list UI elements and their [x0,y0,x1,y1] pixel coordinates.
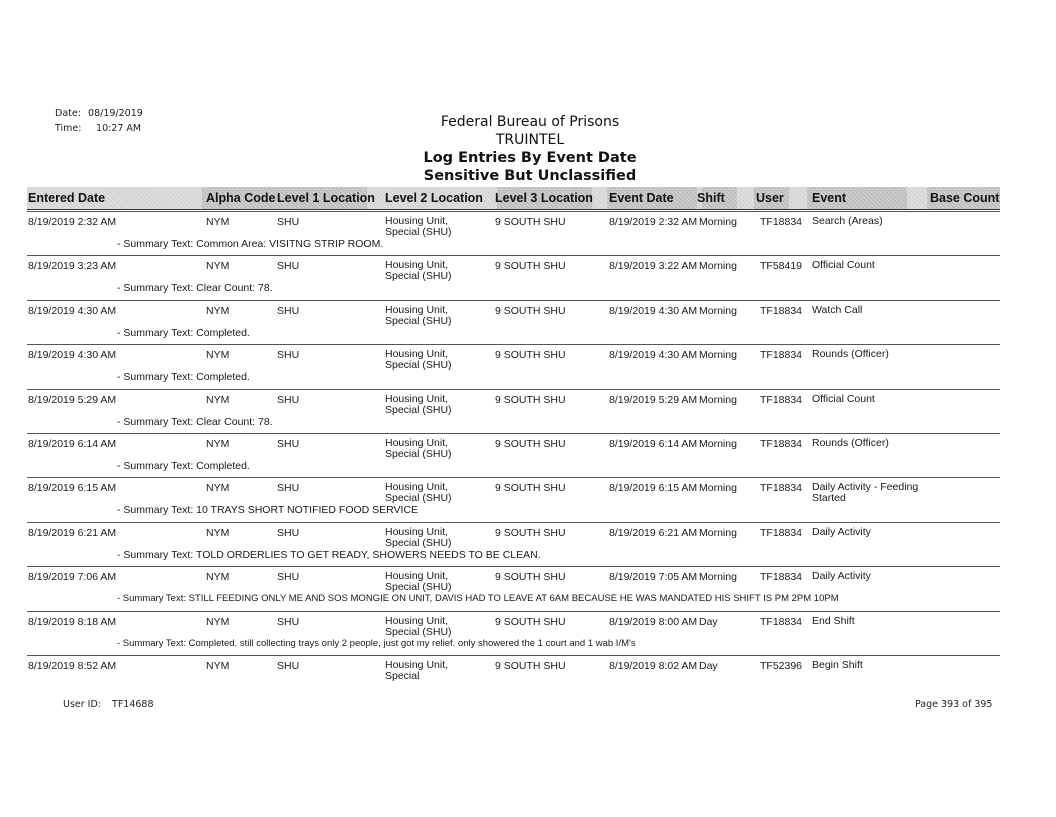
entered-date-cell: 8/19/2019 6:15 AM [28,482,117,495]
date-value: 08/19/2019 [88,108,143,119]
col-level-2-location: Level 2 Location [385,191,483,205]
col-shift: Shift [697,191,725,205]
alpha-code-cell: NYM [206,526,230,539]
event-cell: Watch Call [812,303,863,316]
level-2-location-cell: Housing Unit, Special [385,659,449,682]
event-date-cell: 8/19/2019 6:14 AM [609,438,698,450]
level-3-location-cell: 9 SOUTH SHU [495,438,566,450]
report-title: Log Entries By Event Date [423,150,637,166]
event-date-cell: 8/19/2019 6:21 AM [609,526,698,539]
event-date-cell: 8/19/2019 7:05 AM [609,571,698,584]
agency-title: Federal Bureau of Prisons [440,114,620,130]
footer-user-id [63,699,154,710]
col-base-count: Base Count [930,191,1000,205]
user-cell: TF18834 [760,571,803,584]
shift-cell: Morning [699,304,737,317]
summary-text: - Summary Text: Clear Count: 78. [117,415,273,428]
event-cell: Daily Activity [812,525,871,538]
table-row [27,300,1000,345]
event-date-cell: 8/19/2019 6:15 AM [609,482,698,495]
level-2-location-cell: Housing Unit, Special (SHU) [385,392,452,416]
user-cell: TF18834 [760,349,803,362]
shift-cell: Day [699,660,718,672]
shift-cell: Morning [699,438,737,450]
user-cell: TF18834 [760,482,803,495]
alpha-code-cell: NYM [206,438,230,450]
level-3-location-cell: 9 SOUTH SHU [495,393,566,406]
entered-date-cell: 8/19/2019 4:30 AM [28,304,117,317]
level-1-location-cell: SHU [277,482,300,495]
level-2-location-cell: Housing Unit, Special (SHU) [385,259,452,283]
user-cell: TF18834 [760,615,803,628]
level-1-location-cell: SHU [277,571,300,584]
entered-date-cell: 8/19/2019 6:14 AM [28,438,117,450]
summary-text: - Summary Text: Clear Count: 78. [117,282,273,295]
user-cell: TF58419 [760,260,803,273]
event-cell: Official Count [812,392,875,405]
entered-date-cell: 8/19/2019 2:32 AM [28,216,117,228]
alpha-code-cell: NYM [206,482,230,495]
report-title-block [390,113,670,185]
event-cell: Begin Shift [812,659,863,671]
user-id-value: TF14688 [112,699,154,710]
table-row [27,433,1000,478]
system-title: TRUINTEL [495,132,565,148]
user-cell: TF18834 [760,304,803,317]
shift-cell: Day [699,615,718,628]
level-1-location-cell: SHU [277,260,300,273]
report-date [55,108,143,119]
table-row [27,655,1000,700]
level-3-location-cell: 9 SOUTH SHU [495,304,566,317]
page-number: Page 393 of 395 [915,699,993,710]
event-date-cell: 8/19/2019 8:02 AM [609,660,698,672]
table-header [27,187,1000,210]
alpha-code-cell: NYM [206,571,230,584]
col-level-3-location: Level 3 Location [495,191,593,205]
event-cell: Rounds (Officer) [812,348,889,361]
level-3-location-cell: 9 SOUTH SHU [495,615,566,628]
summary-text: - Summary Text: Completed. [117,326,250,339]
user-cell: TF18834 [760,216,803,228]
shift-cell: Morning [699,482,737,495]
entered-date-cell: 8/19/2019 4:30 AM [28,349,117,362]
level-1-location-cell: SHU [277,393,300,406]
summary-text: - Summary Text: STILL FEEDING ONLY ME AND SOS MONGIE ON UNIT, DAVIS HAD TO LEAVE AT 6AM BECAUSE HE WAS MANDATED HIS SHIFT IS PM 2PM 10PM [117,593,839,605]
level-1-location-cell: SHU [277,304,300,317]
summary-text: - Summary Text: Completed. still collecting trays only 2 people, just got my relief. only showered the 1 court and 1 wab I/M's [117,637,636,649]
level-3-location-cell: 9 SOUTH SHU [495,349,566,362]
user-cell: TF18834 [760,393,803,406]
entered-date-cell: 8/19/2019 8:52 AM [28,660,117,672]
entered-date-cell: 8/19/2019 3:23 AM [28,260,117,273]
user-cell: TF18834 [760,438,803,450]
level-2-location-cell: Housing Unit, Special (SHU) [385,481,452,505]
event-date-cell: 8/19/2019 2:32 AM [609,216,698,228]
entered-date-cell: 8/19/2019 5:29 AM [28,393,117,406]
entered-date-cell: 8/19/2019 7:06 AM [28,571,117,584]
level-1-location-cell: SHU [277,349,300,362]
date-label: Date: [55,108,81,119]
col-entered-date: Entered Date [28,191,106,205]
level-2-location-cell: Housing Unit, Special (SHU) [385,348,452,372]
level-2-location-cell: Housing Unit, Special (SHU) [385,570,452,594]
level-3-location-cell: 9 SOUTH SHU [495,526,566,539]
alpha-code-cell: NYM [206,615,230,628]
shift-cell: Morning [699,571,737,584]
level-3-location-cell: 9 SOUTH SHU [495,571,566,584]
level-2-location-cell: Housing Unit, Special (SHU) [385,525,452,549]
entered-date-cell: 8/19/2019 6:21 AM [28,526,117,539]
table-row [27,211,1000,256]
summary-text: - Summary Text: Completed. [117,371,250,384]
summary-text: - Summary Text: Common Area: VISITNG STRIP ROOM. [117,238,384,250]
level-3-location-cell: 9 SOUTH SHU [495,482,566,495]
event-date-cell: 8/19/2019 3:22 AM [609,260,698,273]
user-cell: TF18834 [760,526,803,539]
table-row [27,389,1000,434]
level-2-location-cell: Housing Unit, Special (SHU) [385,614,452,638]
shift-cell: Morning [699,349,737,362]
classification-title: Sensitive But Unclassified [423,168,637,184]
level-2-location-cell: Housing Unit, Special (SHU) [385,215,452,238]
event-date-cell: 8/19/2019 4:30 AM [609,349,698,362]
table-row [27,522,1000,567]
alpha-code-cell: NYM [206,260,230,273]
alpha-code-cell: NYM [206,349,230,362]
level-1-location-cell: SHU [277,438,300,450]
table-row [27,255,1000,300]
shift-cell: Morning [699,393,737,406]
level-1-location-cell: SHU [277,216,300,228]
table-row [27,344,1000,389]
table-row [27,566,1000,611]
event-cell: Official Count [812,259,875,272]
col-level-1-location: Level 1 Location [277,191,375,205]
level-2-location-cell: Housing Unit, Special (SHU) [385,437,452,460]
event-date-cell: 8/19/2019 8:00 AM [609,615,698,628]
level-3-location-cell: 9 SOUTH SHU [495,660,566,672]
event-cell: Search (Areas) [812,215,883,227]
shift-cell: Morning [699,216,737,228]
table-row [27,611,1000,656]
event-cell: Daily Activity - Feeding Started [812,481,919,505]
col-user: User [756,191,784,205]
report-time [55,123,141,134]
alpha-code-cell: NYM [206,393,230,406]
event-date-cell: 8/19/2019 5:29 AM [609,393,698,406]
alpha-code-cell: NYM [206,216,230,228]
col-event: Event [812,191,847,205]
summary-text: - Summary Text: Completed. [117,460,250,472]
level-2-location-cell: Housing Unit, Special (SHU) [385,303,452,327]
summary-text: - Summary Text: TOLD ORDERLIES TO GET READY, SHOWERS NEEDS TO BE CLEAN. [117,548,541,561]
user-id-label: User ID: [63,699,101,710]
summary-text: - Summary Text: 10 TRAYS SHORT NOTIFIED FOOD SERVICE [117,504,419,517]
shift-cell: Morning [699,260,737,273]
entered-date-cell: 8/19/2019 8:18 AM [28,615,117,628]
level-1-location-cell: SHU [277,615,300,628]
col-event-date: Event Date [609,191,674,205]
user-cell: TF52396 [760,660,803,672]
time-value: 10:27 AM [96,123,142,134]
table-row [27,477,1000,522]
event-cell: Rounds (Officer) [812,437,889,449]
col-alpha-code: Alpha Code [206,191,276,205]
alpha-code-cell: NYM [206,660,230,672]
level-1-location-cell: SHU [277,526,300,539]
event-cell: Daily Activity [812,570,871,583]
time-label: Time: [55,123,82,134]
level-3-location-cell: 9 SOUTH SHU [495,260,566,273]
level-3-location-cell: 9 SOUTH SHU [495,216,566,228]
shift-cell: Morning [699,526,737,539]
level-1-location-cell: SHU [277,660,300,672]
event-date-cell: 8/19/2019 4:30 AM [609,304,698,317]
event-cell: End Shift [812,614,855,627]
alpha-code-cell: NYM [206,304,230,317]
